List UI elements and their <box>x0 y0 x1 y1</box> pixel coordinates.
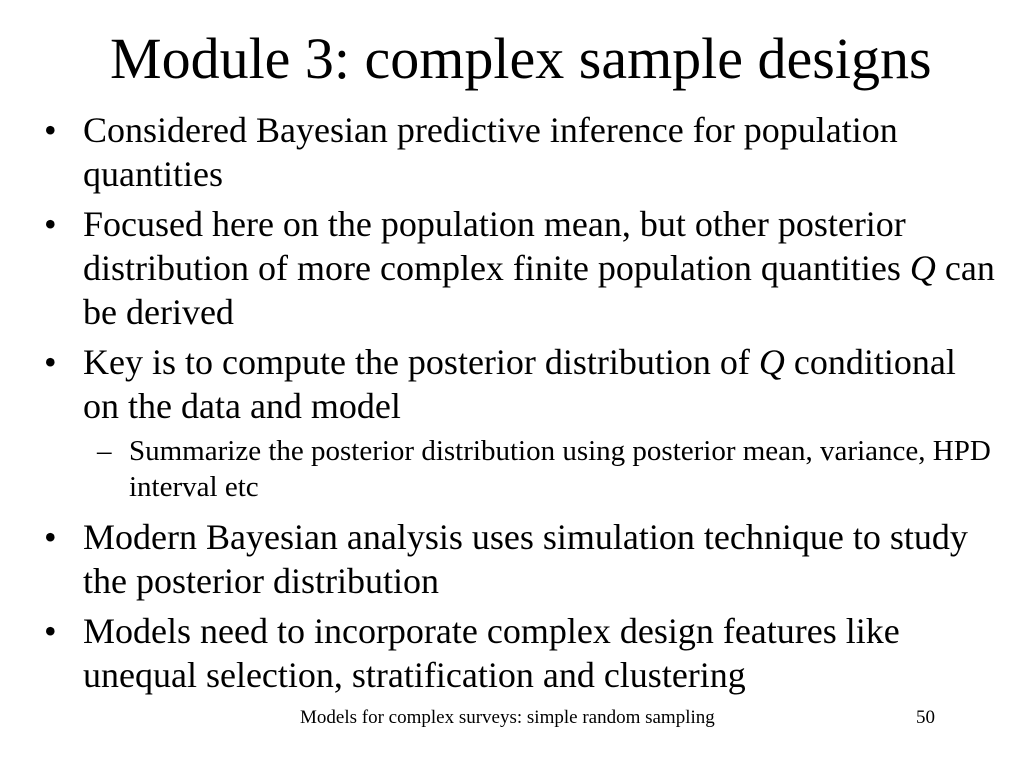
bullet-marker: • <box>44 517 57 557</box>
bullet-marker: • <box>44 611 57 651</box>
slide-title: Module 3: complex sample designs <box>110 26 932 91</box>
bullet-text <box>83 342 956 426</box>
bullet-text <box>83 611 900 695</box>
bullet-list <box>40 108 1000 703</box>
bullet-text <box>83 517 968 601</box>
italic-variable: Q <box>758 342 785 382</box>
footer-text: Models for complex surveys: simple random sampling <box>300 707 715 728</box>
text-segment: Summarize the posterior distribution using posterior mean, variance, HPD interval etc <box>129 435 991 503</box>
bullet-item <box>40 609 1000 697</box>
bullet-marker: • <box>44 110 57 150</box>
text-segment: can be derived <box>83 248 995 332</box>
bullet-item <box>40 340 1000 428</box>
page-number: 50 <box>916 707 935 728</box>
text-segment: Key is to compute the posterior distribution of <box>83 342 759 382</box>
text-segment: Modern Bayesian analysis uses simulation technique to study the posterior distribution <box>83 517 968 601</box>
text-segment: Considered Bayesian predictive inference for population quantities <box>83 110 898 194</box>
text-segment: Models need to incorporate complex design features like unequal selection, stratification and clustering <box>83 611 900 695</box>
bullet-text <box>83 110 898 194</box>
bullet-item <box>40 108 1000 196</box>
bullet-item <box>40 515 1000 603</box>
sub-bullet-item <box>40 433 1000 505</box>
bullet-text <box>83 204 995 332</box>
bullet-marker: • <box>44 342 57 382</box>
text-segment: conditional on the data and model <box>83 342 956 426</box>
bullet-marker: • <box>44 204 57 244</box>
italic-variable: Q <box>909 248 936 288</box>
dash-marker: – <box>97 435 112 467</box>
bullet-item <box>40 202 1000 334</box>
bullet-text <box>129 435 991 503</box>
text-segment: Focused here on the population mean, but other posterior distribution of more complex finite population quantities <box>83 204 910 288</box>
